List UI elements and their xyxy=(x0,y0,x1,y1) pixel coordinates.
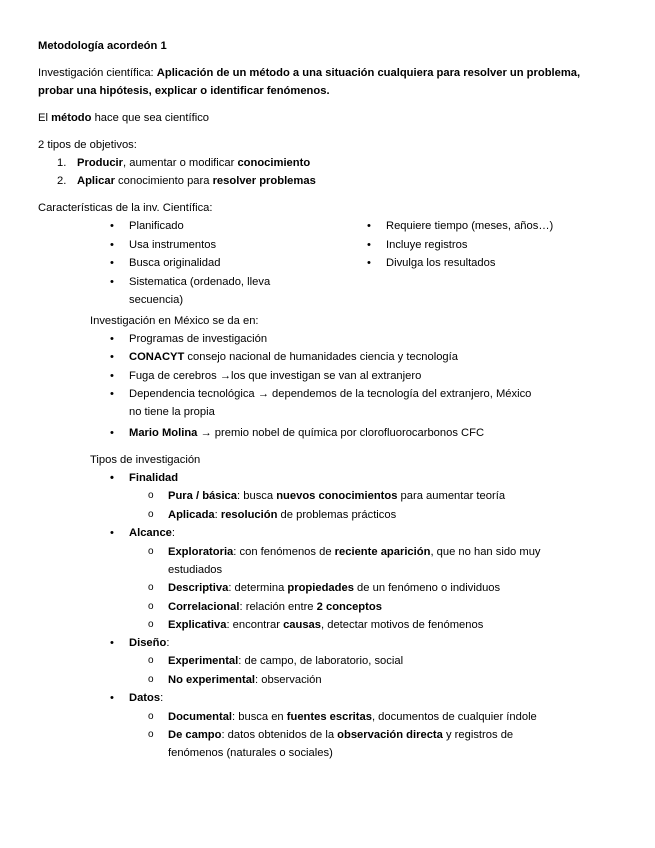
subtipo-item xyxy=(168,616,483,634)
subtipo-text: : encontrar xyxy=(226,619,284,631)
right-arrow-icon: → xyxy=(257,388,269,400)
tipos-heading: Tipos de investigación xyxy=(90,454,201,466)
mexico-item-continuation: no tiene la propia xyxy=(129,406,215,418)
subtipo-continuation: fenómenos (naturales o sociales) xyxy=(168,747,333,759)
subtipo-bold: Descriptiva xyxy=(168,582,229,594)
objetivo-bold: Aplicar xyxy=(77,175,115,187)
subtipo-text: : datos obtenidos de la xyxy=(221,729,338,741)
subtipo-bold-2: 2 conceptos xyxy=(316,601,382,613)
subtipo-text-2: , que no han sido muy xyxy=(430,546,541,558)
tipo-label: Alcance xyxy=(129,527,172,539)
subtipo-bold-2: propiedades xyxy=(287,582,354,594)
tipo-finalidad: • Finalidad xyxy=(129,469,178,487)
caracteristica-item: • Planificado xyxy=(129,217,184,235)
objetivo-bold: Producir xyxy=(77,157,124,169)
mexico-item xyxy=(129,385,531,403)
mexico-item-text: consejo nacional de humanidades ciencia y tecnología xyxy=(184,351,458,363)
subtipo-bold: Pura / básica xyxy=(168,490,238,502)
definition-line-2: probar una hipótesis, explicar o identificar fenómenos. xyxy=(38,85,330,97)
subtipo-text: : observación xyxy=(255,674,322,686)
mexico-item-text: Dependencia tecnológica xyxy=(129,388,258,400)
objetivo-text: conocimiento para xyxy=(114,175,213,187)
subtipo-text-2: , detectar motivos de fenómenos xyxy=(321,619,484,631)
subtipo-item xyxy=(168,506,396,524)
tipo-colon: : xyxy=(166,637,170,649)
subtipo-text: : xyxy=(214,509,221,521)
subtipo-item xyxy=(168,487,505,505)
definition-bold-1: Aplicación de un método a una situación cualquiera para resolver un problema, xyxy=(156,67,581,79)
caracteristica-item: • Requiere tiempo (meses, años…) xyxy=(386,217,553,235)
mexico-item-bold: CONACYT xyxy=(129,351,185,363)
subtipo-text: : relación entre xyxy=(239,601,317,613)
tipo-colon: : xyxy=(160,692,164,704)
subtipo-text: : busca en xyxy=(232,711,287,723)
metodo-line xyxy=(38,109,209,127)
subtipo-bold: Aplicada xyxy=(168,509,215,521)
subtipo-item xyxy=(168,543,541,561)
objetivo-item-1 xyxy=(57,154,311,172)
subtipo-item xyxy=(168,579,500,597)
objetivo-bold-2: conocimiento xyxy=(237,157,311,169)
objetivo-number: 2. xyxy=(57,175,67,187)
tipo-colon: : xyxy=(171,527,176,539)
subtipo-item xyxy=(168,598,382,616)
subtipo-item xyxy=(168,671,322,689)
mexico-item-bold: Mario Molina xyxy=(129,427,198,439)
objetivo-text: , aumentar o modificar xyxy=(123,157,238,169)
subtipo-bold-2: reciente aparición xyxy=(334,546,431,558)
subtipo-bold-2: fuentes escritas xyxy=(286,711,372,723)
tipo-diseno xyxy=(129,634,169,652)
subtipo-bold: Experimental xyxy=(168,655,239,667)
subtipo-item xyxy=(168,652,403,670)
metodo-pre: El xyxy=(38,112,52,124)
objetivo-number: 1. xyxy=(57,157,67,169)
subtipo-bold-2: causas xyxy=(283,619,322,631)
page-title: Metodología acordeón 1 xyxy=(38,40,167,52)
right-arrow-icon: → xyxy=(219,370,231,382)
tipo-label: Datos xyxy=(129,692,161,704)
metodo-post: hace que sea científico xyxy=(91,112,210,124)
subtipo-text: : de campo, de laboratorio, social xyxy=(238,655,404,667)
mexico-item xyxy=(129,424,484,442)
mexico-item xyxy=(129,348,458,366)
subtipo-text-2: de problemas prácticos xyxy=(277,509,397,521)
mexico-item xyxy=(129,367,421,385)
subtipo-text: : determina xyxy=(228,582,288,594)
subtipo-text-2: , documentos de cualquier índole xyxy=(371,711,537,723)
subtipo-item xyxy=(168,708,537,726)
mexico-item-text: los que investigan se van al extranjero xyxy=(230,370,422,382)
definition-line-1 xyxy=(38,64,580,82)
mexico-item-text: Fuga de cerebros xyxy=(129,370,220,382)
objetivo-bold-2: resolver problemas xyxy=(212,175,316,187)
caracteristica-item: • Busca originalidad xyxy=(129,254,220,272)
caracteristica-item: • Usa instrumentos xyxy=(129,236,216,254)
mexico-item: • Programas de investigación xyxy=(129,330,267,348)
caracteristicas-heading: Características de la inv. Científica: xyxy=(38,202,213,214)
metodo-bold: método xyxy=(51,112,92,124)
subtipo-text-2: para aumentar teoría xyxy=(397,490,506,502)
tipo-alcance xyxy=(129,524,175,542)
subtipo-bold: No experimental xyxy=(168,674,256,686)
tipo-label: Diseño xyxy=(129,637,167,649)
caracteristica-item: • Divulga los resultados xyxy=(386,254,495,272)
subtipo-bold: De campo xyxy=(168,729,222,741)
subtipo-bold: Exploratoria xyxy=(168,546,234,558)
subtipo-text-2: de un fenómeno o individuos xyxy=(353,582,501,594)
subtipo-bold-2: resolución xyxy=(220,509,278,521)
caracteristica-item-continuation: secuencia) xyxy=(129,294,184,306)
objetivo-item-2 xyxy=(57,172,316,190)
subtipo-bold: Correlacional xyxy=(168,601,240,613)
subtipo-text: : con fenómenos de xyxy=(233,546,335,558)
mexico-heading: Investigación en México se da en: xyxy=(90,315,259,327)
subtipo-text: : busca xyxy=(237,490,277,502)
subtipo-text-2: y registros de xyxy=(442,729,514,741)
mexico-item-text: dependemos de la tecnología del extranjero, México xyxy=(268,388,532,400)
tipo-datos xyxy=(129,689,163,707)
subtipo-bold-2: observación directa xyxy=(337,729,443,741)
subtipo-bold-2: nuevos conocimientos xyxy=(276,490,398,502)
subtipo-bold: Explicativa xyxy=(168,619,227,631)
subtipo-item xyxy=(168,726,513,744)
subtipo-continuation: estudiados xyxy=(168,564,223,576)
mexico-item-text: premio nobel de química por clorofluorocarbonos CFC xyxy=(214,427,485,439)
right-arrow-icon: → xyxy=(197,427,215,439)
definition-prefix: Investigación científica: xyxy=(38,67,157,79)
caracteristica-item: • Incluye registros xyxy=(386,236,467,254)
subtipo-bold: Documental xyxy=(168,711,233,723)
objetivos-heading: 2 tipos de objetivos: xyxy=(38,139,137,151)
caracteristica-item: • Sistematica (ordenado, lleva xyxy=(129,273,270,291)
